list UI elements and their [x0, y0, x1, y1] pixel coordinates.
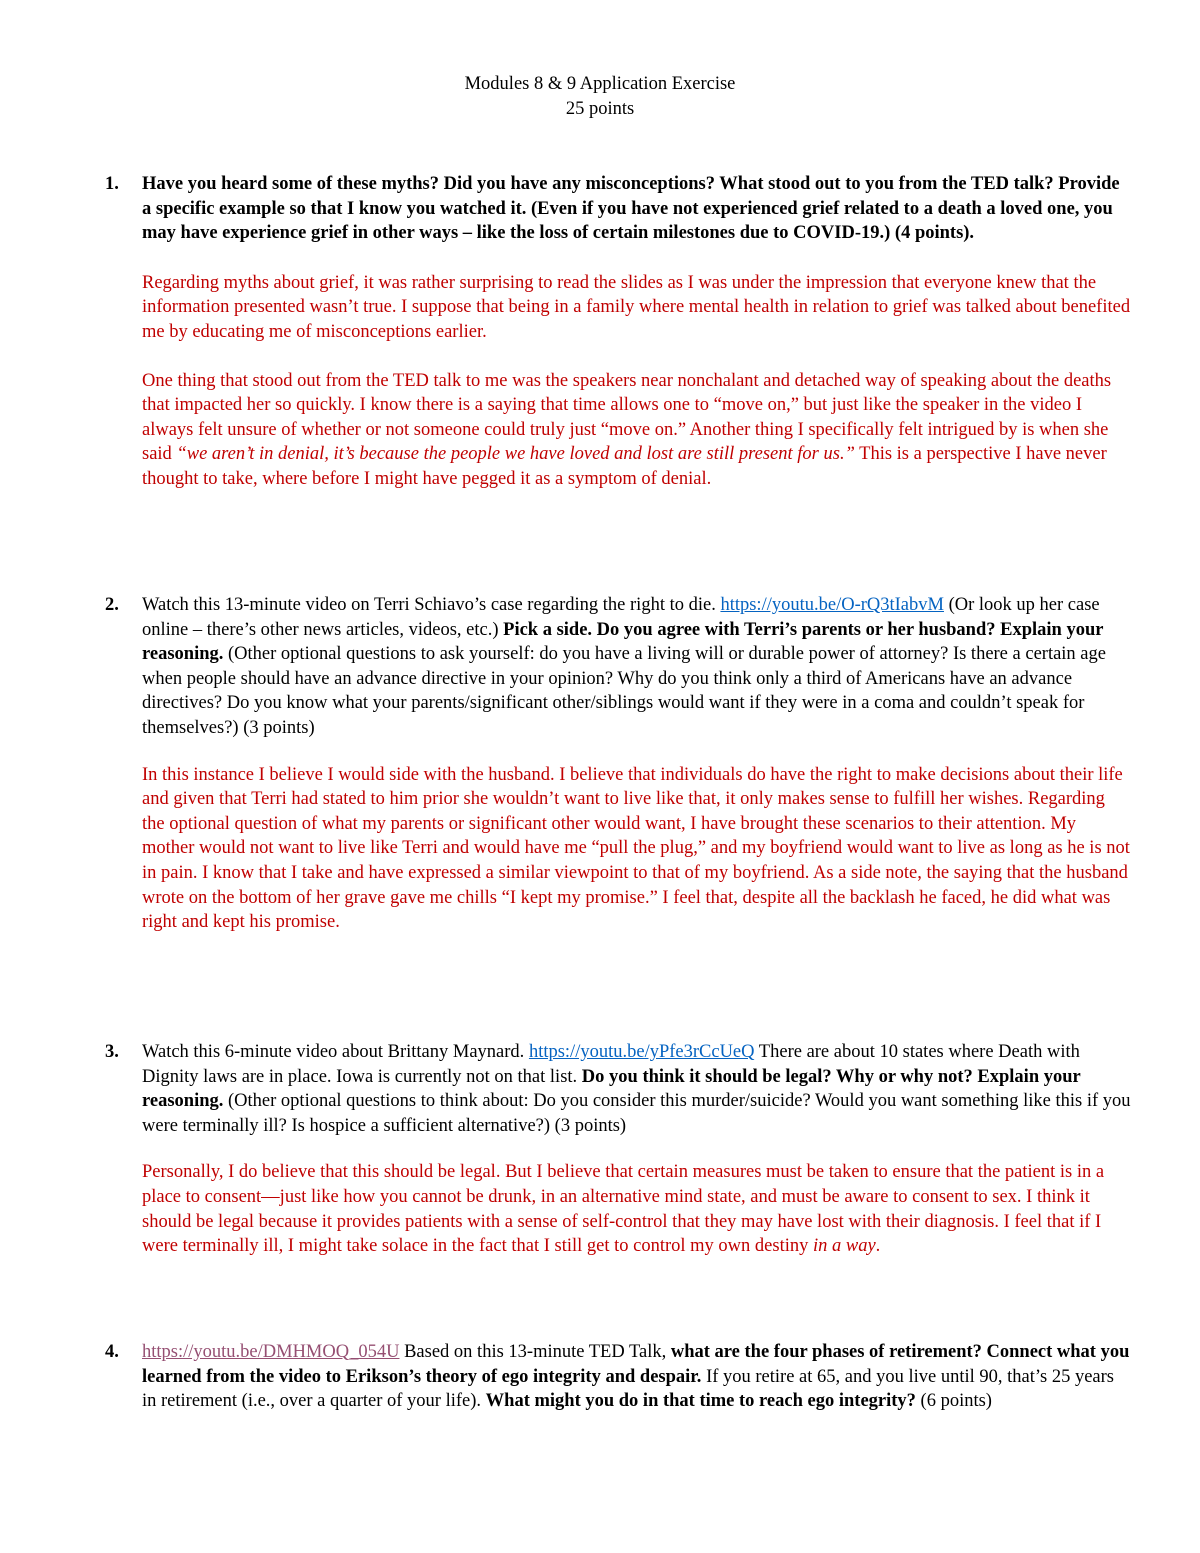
- answer-italic: in a way: [812, 1236, 876, 1257]
- document-header: [0, 72, 1200, 122]
- question-3: [105, 1040, 1132, 1259]
- question-prompt: [142, 172, 1132, 246]
- prompt-bold: what are the four phases of retirement? Connect what you learned from the video to Erikson’s theory of ego integrity and despair.: [142, 1342, 1130, 1387]
- answer-paragraph: Regarding myths about grief, it was rather surprising to read the slides as I was under the impression that everyone knew that the information presented wasn’t true. I suppose that being in a family where mental health in relation to grief was talked about benefited me by educating me of misconceptions earlier.: [142, 272, 1131, 342]
- question-prompt: [142, 1340, 1132, 1414]
- prompt-text: (Or look up her case online – there’s other news articles, videos, etc.): [142, 595, 1100, 640]
- answer-paragraph: [142, 369, 1132, 492]
- answer-text: One thing that stood out from the TED talk to me was the speakers near nonchalant and detached way of speaking about the deaths that impacted her so quickly. I know there is a saying that time allows one to “move on,” but just like the speaker in the video I always felt unsure of whether or not someone could truly just “move on.” Another thing I specifically felt intrigued by is when she said: [142, 370, 1112, 465]
- prompt-text: (Other optional questions to think about: Do you consider this murder/suicide? Would you want something like this if you were terminally ill? Is hospice a sufficient alternative?) (3 points): [142, 1091, 1131, 1136]
- prompt-text: Watch this 13-minute video on Terri Schiavo’s case regarding the right to die.: [142, 595, 721, 615]
- question-number: 1.: [105, 174, 119, 194]
- question-number: 4.: [105, 1342, 119, 1362]
- document-title: Modules 8 & 9 Application Exercise: [464, 74, 736, 94]
- prompt-bold: What might you do in that time to reach ego integrity?: [485, 1391, 916, 1412]
- video-link[interactable]: https://youtu.be/yPfe3rCcUeQ: [528, 1042, 755, 1062]
- answer-text: This is a perspective I have never thought to take, where before I might have pegged it as a symptom of denial.: [142, 444, 1107, 489]
- question-2: [105, 593, 1132, 935]
- answer-paragraph: In this instance I believe I would side with the husband. I believe that individuals do have the right to make decisions about their life and given that Terri had stated to him prior she wouldn’t want to live like that, it only makes sense to fulfill her wishes. Regarding the optional question of what my parents or significant other would want, I have brought these scenarios to their attention. My mother would not want to live like Terri and would have me “pull the plug,” and my boyfriend would want to live as long as he is not in pain. I know that I take and have expressed a similar viewpoint to that of my boyfriend. As a side note, the saying that the husband wrote on the bottom of her grave gave me chills “I kept my promise.” I feel that, despite all the backlash he faced, he did what was right and kept his promise.: [142, 764, 1130, 933]
- prompt-text: Based on this 13-minute TED Talk,: [399, 1342, 671, 1362]
- document-points: 25 points: [565, 99, 635, 119]
- answer-text: Personally, I do believe that this should be legal. But I believe that certain measures must be taken to ensure that the patient is in a place to consent—just like how you cannot be drunk, in an alternative mind state, and must be aware to consent to sex. I think it should be legal because it provides patients with a sense of self-control that they may have lost with their diagnosis. I feel that if I were terminally ill, I might take solace in the fact that I still get to control my own destiny: [142, 1162, 1105, 1257]
- question-1: [105, 172, 1132, 492]
- question-prompt: [142, 1040, 1132, 1138]
- question-4: [105, 1340, 1132, 1414]
- prompt-text: (6 points): [915, 1391, 992, 1412]
- prompt-bold: Have you heard some of these myths? Did you have any misconceptions? What stood out to you from the TED talk? Provide a specific example so that I know you watched it. (Even if you have not experienced grief related to a death a loved one, you may have experience grief in other ways – like the loss of certain milestones due to COVID-19.) (4 points).: [142, 174, 1120, 244]
- video-link[interactable]: https://youtu.be/O-rQ3tIabvM: [720, 595, 944, 615]
- answer-quote: “we aren’t in denial, it’s because the people we have loved and lost are still present for us.”: [176, 444, 855, 465]
- question-number: 3.: [105, 1042, 119, 1062]
- video-link[interactable]: https://youtu.be/DMHMOQ_054U: [142, 1342, 400, 1362]
- prompt-bold: Pick a side. Do you agree with Terri’s parents or her husband? Explain your reasoning.: [142, 619, 1104, 665]
- prompt-text: Watch this 6-minute video about Brittany Maynard.: [142, 1042, 529, 1062]
- prompt-bold: Do you think it should be legal? Why or why not? Explain your reasoning.: [142, 1066, 1081, 1112]
- prompt-text: There are about 10 states where Death with Dignity laws are in place. Iowa is currently not on that list.: [142, 1042, 1080, 1087]
- prompt-text: (Other optional questions to ask yourself: do you have a living will or durable power of attorney? Is there a certain age when people should have an advance directive in your opinion? Why do you think only a third of Americans have an advance directives? Do you know what your parents/significant other/siblings would want if they were in a coma and couldn’t speak for themselves?) (3 points): [142, 644, 1106, 738]
- question-number: 2.: [105, 595, 119, 615]
- question-prompt: [142, 593, 1132, 741]
- answer-paragraph: [142, 1160, 1132, 1258]
- answer-text: .: [875, 1236, 881, 1257]
- prompt-text: If you retire at 65, and you live until 90, that’s 25 years in retirement (i.e., over a quarter of your life).: [142, 1366, 1114, 1412]
